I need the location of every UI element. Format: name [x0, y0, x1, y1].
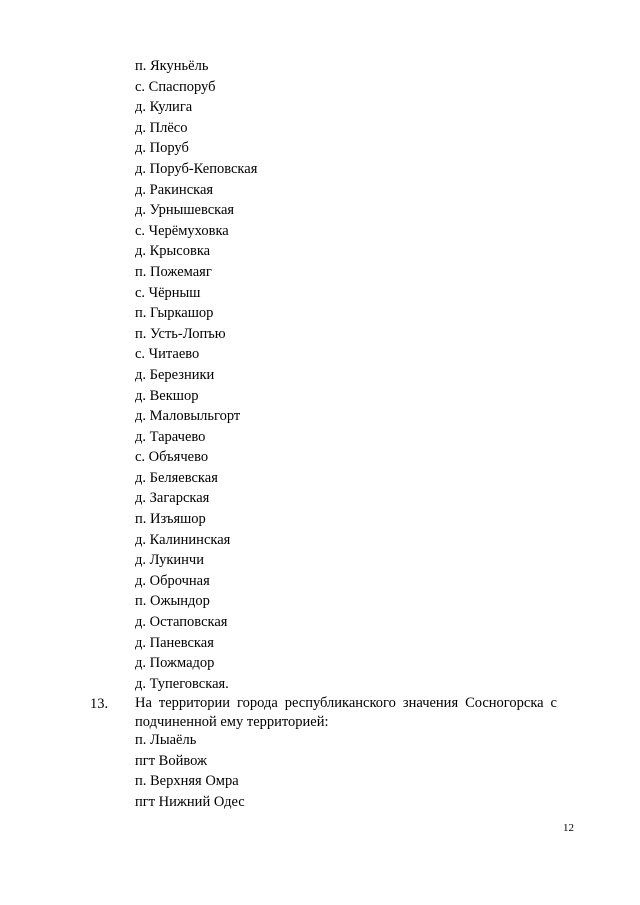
list-item: д. Урнышевская: [135, 202, 235, 219]
list-item: д. Загарская: [135, 490, 210, 507]
list-item: п. Гыркашор: [135, 305, 214, 322]
list-item: д. Тарачево: [135, 428, 206, 445]
list-item: п. Ожындор: [135, 593, 210, 610]
settlement-list-13: [135, 730, 245, 812]
list-item: пгт Нижний Одес: [135, 793, 245, 810]
list-item: п. Лыаёль: [135, 732, 197, 748]
list-item: с. Читаево: [135, 346, 200, 363]
list-item: д. Пожмадор: [135, 655, 215, 672]
list-item: д. Кулига: [135, 99, 193, 116]
list-item: д. Векшор: [135, 387, 199, 404]
list-item: д. Поруб-Кеповская: [135, 160, 258, 177]
list-item: п. Пожемаяг: [135, 263, 212, 280]
list-item: д. Остаповская: [135, 614, 228, 631]
list-item: д. Лукинчи: [135, 552, 204, 569]
list-item: с. Чёрныш: [135, 284, 201, 301]
list-item: д. Калининская: [135, 531, 231, 548]
list-item: пгт Войвож: [135, 752, 208, 769]
list-item: п. Изъяшор: [135, 511, 206, 528]
list-item: п. Якуньёль: [135, 58, 209, 74]
list-item: д. Паневская: [135, 634, 214, 651]
list-item: д. Маловыльгорт: [135, 408, 241, 425]
list-item: д. Плёсо: [135, 119, 188, 136]
item-number: 13.: [90, 696, 109, 712]
list-item: д. Березники: [135, 366, 215, 383]
list-item: д. Крысовка: [135, 243, 211, 260]
list-item: с. Черёмуховка: [135, 222, 229, 239]
list-item: д. Беляевская: [135, 469, 218, 486]
list-item: п. Верхняя Омра: [135, 773, 239, 790]
page-number: 12: [563, 822, 574, 834]
list-item: д. Оброчная: [135, 572, 210, 589]
list-item: д. Поруб: [135, 140, 189, 157]
list-item: п. Усть-Лопъю: [135, 325, 226, 342]
list-item: с. Объячево: [135, 449, 209, 466]
item-text: На территории города республиканского значения Сосногорска с подчиненной ему территорией:: [135, 695, 557, 730]
list-item: д. Тупеговская.: [135, 675, 229, 692]
settlement-list-continued: [135, 56, 257, 694]
list-item: с. Спаспоруб: [135, 78, 216, 95]
list-item: д. Ракинская: [135, 181, 214, 198]
